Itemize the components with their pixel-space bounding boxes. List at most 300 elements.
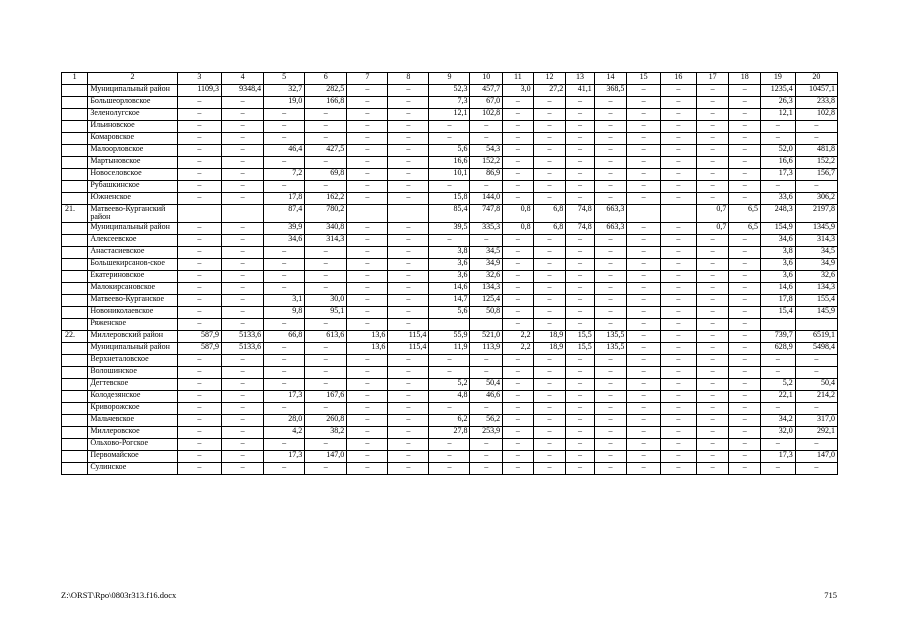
value-cell: – [627,402,661,414]
value-cell: – [388,366,429,378]
territory-name-cell: Матвеево-Курганский район [88,205,177,223]
value-cell: – [503,462,534,474]
row-index-cell [62,390,88,402]
value-cell: – [696,258,729,270]
value-cell: – [470,234,503,246]
footer-file-path: Z:\ORST\Rpo\0803r313.f16.docx [61,590,177,600]
territory-name-cell: Мальчевское [88,414,177,426]
value-cell: – [222,450,264,462]
value-cell: – [347,294,388,306]
value-cell: – [347,414,388,426]
value-cell: 6,5 [729,222,761,234]
value-cell: – [347,318,388,330]
territory-name-cell: Малоорловское [88,145,177,157]
value-cell: 33,6 [761,193,796,205]
value-cell: 13,6 [347,330,388,342]
value-cell: – [305,354,347,366]
value-cell: 134,3 [470,282,503,294]
value-cell: 18,9 [533,330,566,342]
value-cell: 16,6 [761,157,796,169]
value-cell: – [388,390,429,402]
value-cell: – [177,378,221,390]
value-cell: – [566,282,594,294]
value-cell: – [177,306,221,318]
value-cell: – [177,258,221,270]
value-cell: – [177,318,221,330]
value-cell [470,318,503,330]
column-number-cell: 7 [347,73,388,85]
value-cell: – [177,234,221,246]
value-cell: – [761,121,796,133]
value-cell: – [661,145,697,157]
value-cell: 587,9 [177,342,221,354]
row-index-cell [62,234,88,246]
value-cell: – [729,390,761,402]
value-cell: 74,8 [566,222,594,234]
value-cell: – [222,354,264,366]
value-cell [388,205,429,223]
value-cell: 125,4 [470,294,503,306]
value-cell: – [470,402,503,414]
value-cell: 3,8 [429,246,470,258]
value-cell [429,318,470,330]
value-cell: 4,8 [429,390,470,402]
value-cell: – [729,426,761,438]
value-cell: – [795,354,837,366]
value-cell: – [661,169,697,181]
value-cell: 314,3 [795,234,837,246]
value-cell: – [566,450,594,462]
value-cell: 457,7 [470,85,503,97]
value-cell: – [429,181,470,193]
value-cell: – [503,426,534,438]
value-cell: – [594,234,627,246]
value-cell: – [594,306,627,318]
territory-name-cell: Зеленолугское [88,109,177,121]
value-cell: – [305,109,347,121]
value-cell: 34,9 [795,258,837,270]
value-cell: 306,2 [795,193,837,205]
value-cell: 7,2 [264,169,305,181]
value-cell: 5,2 [761,378,796,390]
value-cell: – [627,193,661,205]
value-cell: 41,1 [566,85,594,97]
value-cell: – [264,438,305,450]
value-cell: – [222,169,264,181]
value-cell: 10,1 [429,169,470,181]
value-cell: – [177,145,221,157]
value-cell: – [177,402,221,414]
value-cell: – [729,462,761,474]
value-cell: 427,5 [305,145,347,157]
value-cell: – [696,438,729,450]
value-cell: – [264,402,305,414]
row-index-cell [62,354,88,366]
value-cell: – [795,402,837,414]
table-row [62,294,838,306]
value-cell: – [429,450,470,462]
value-cell: – [696,342,729,354]
value-cell: – [594,121,627,133]
value-cell: – [627,109,661,121]
value-cell: – [264,270,305,282]
value-cell: – [594,145,627,157]
value-cell: – [696,402,729,414]
value-cell: – [503,414,534,426]
table-row [62,85,838,97]
value-cell: – [388,402,429,414]
value-cell: – [470,121,503,133]
value-cell: – [533,318,566,330]
column-number-cell: 12 [533,73,566,85]
value-cell: – [503,438,534,450]
value-cell: 292,1 [795,426,837,438]
row-index-cell [62,426,88,438]
territory-name-cell: Алексеевское [88,234,177,246]
value-cell: – [761,133,796,145]
value-cell: 9,8 [264,306,305,318]
value-cell: – [177,294,221,306]
value-cell: 147,0 [795,450,837,462]
value-cell: – [696,390,729,402]
value-cell: – [661,157,697,169]
row-index-cell [62,121,88,133]
value-cell: 15,8 [429,193,470,205]
value-cell: 3,0 [503,85,534,97]
value-cell: – [503,97,534,109]
value-cell: – [533,306,566,318]
value-cell: – [305,246,347,258]
value-cell: 17,3 [264,450,305,462]
territory-name-cell: Колодезянское [88,390,177,402]
value-cell: – [661,342,697,354]
value-cell: – [661,97,697,109]
value-cell: 134,3 [795,282,837,294]
value-cell: – [503,318,534,330]
value-cell: – [305,157,347,169]
row-index-cell [62,414,88,426]
value-cell: – [594,390,627,402]
value-cell: – [696,294,729,306]
value-cell: 739,7 [761,330,796,342]
territory-name-cell: Миллеровский район [88,330,177,342]
territory-name-cell: Рубашкинское [88,181,177,193]
value-cell: – [305,366,347,378]
territory-name-cell: Большекирсанов-ское [88,258,177,270]
column-number-cell: 16 [661,73,697,85]
value-cell: 34,2 [761,414,796,426]
value-cell: – [347,145,388,157]
value-cell: – [388,109,429,121]
value-cell: – [222,438,264,450]
value-cell: – [503,121,534,133]
value-cell: – [661,414,697,426]
value-cell: – [761,462,796,474]
value-cell [661,205,697,223]
value-cell: 32,0 [761,426,796,438]
value-cell: 2,2 [503,330,534,342]
value-cell: – [566,97,594,109]
value-cell: – [795,462,837,474]
value-cell: – [222,294,264,306]
value-cell: – [305,133,347,145]
value-cell: – [696,318,729,330]
value-cell: – [594,157,627,169]
value-cell: – [222,97,264,109]
value-cell: – [533,121,566,133]
value-cell: 17,3 [761,169,796,181]
value-cell: – [566,157,594,169]
value-cell: 6,5 [729,205,761,223]
value-cell: – [627,121,661,133]
value-cell [627,205,661,223]
row-index-cell: 21. [62,205,88,223]
table-header-row [62,73,838,85]
value-cell: – [594,109,627,121]
territory-name-cell: Криворожское [88,402,177,414]
territory-name-cell: Ильиновское [88,121,177,133]
value-cell: 2197,8 [795,205,837,223]
row-index-cell [62,282,88,294]
value-cell: – [729,246,761,258]
value-cell: – [222,414,264,426]
value-cell: – [566,306,594,318]
value-cell: – [696,306,729,318]
value-cell: 34,9 [470,258,503,270]
value-cell: 19,0 [264,97,305,109]
value-cell: – [305,270,347,282]
value-cell: – [729,282,761,294]
value-cell: – [347,97,388,109]
value-cell: – [566,234,594,246]
column-number-cell: 19 [761,73,796,85]
table-row [62,222,838,234]
value-cell: 52,3 [429,85,470,97]
value-cell: – [533,270,566,282]
value-cell: – [177,462,221,474]
value-cell: 115,4 [388,342,429,354]
value-cell: 3,6 [761,258,796,270]
value-cell: 233,8 [795,97,837,109]
value-cell: 162,2 [305,193,347,205]
table-row [62,426,838,438]
column-number-cell: 6 [305,73,347,85]
value-cell: – [305,402,347,414]
value-cell: – [627,169,661,181]
value-cell: 154,9 [761,222,796,234]
value-cell: 3,6 [429,258,470,270]
value-cell: 144,0 [470,193,503,205]
value-cell: – [566,109,594,121]
value-cell [795,318,837,330]
value-cell: – [177,121,221,133]
value-cell: – [696,145,729,157]
column-number-cell: 10 [470,73,503,85]
value-cell: 12,1 [761,109,796,121]
value-cell: – [729,414,761,426]
value-cell: – [470,438,503,450]
value-cell: 34,6 [761,234,796,246]
value-cell: – [627,258,661,270]
value-cell: – [222,366,264,378]
value-cell: 166,8 [305,97,347,109]
value-cell: – [627,354,661,366]
value-cell: – [566,378,594,390]
value-cell: – [627,246,661,258]
row-index-cell [62,157,88,169]
value-cell: 5,6 [429,306,470,318]
value-cell: – [566,366,594,378]
value-cell: 1345,9 [795,222,837,234]
row-index-cell [62,193,88,205]
value-cell: 27,8 [429,426,470,438]
territory-name-cell: Верхнеталовское [88,354,177,366]
value-cell: – [177,354,221,366]
value-cell: 15,5 [566,330,594,342]
value-cell: – [696,169,729,181]
value-cell: 34,5 [795,246,837,258]
territory-name-cell: Малокирсановское [88,282,177,294]
value-cell: 34,6 [264,234,305,246]
value-cell: – [388,354,429,366]
value-cell: – [761,354,796,366]
value-cell: – [429,121,470,133]
value-cell: – [594,366,627,378]
value-cell: 3,6 [429,270,470,282]
value-cell: – [594,462,627,474]
value-cell: 17,8 [761,294,796,306]
value-cell: 11,9 [429,342,470,354]
value-cell: – [795,438,837,450]
value-cell: – [696,450,729,462]
row-index-cell [62,462,88,474]
value-cell: 102,8 [470,109,503,121]
value-cell: – [305,318,347,330]
table-row [62,366,838,378]
value-cell: – [429,462,470,474]
value-cell: 28,0 [264,414,305,426]
value-cell: – [661,109,697,121]
value-cell: – [729,330,761,342]
row-index-cell [62,318,88,330]
value-cell: – [729,97,761,109]
value-cell: – [729,258,761,270]
value-cell: 30,0 [305,294,347,306]
value-cell: – [533,402,566,414]
value-cell: – [533,294,566,306]
table-row [62,414,838,426]
value-cell: 587,9 [177,330,221,342]
value-cell: – [222,402,264,414]
value-cell: – [347,450,388,462]
value-cell: – [305,462,347,474]
value-cell: – [594,270,627,282]
value-cell: – [594,438,627,450]
value-cell: – [264,157,305,169]
value-cell: – [627,294,661,306]
row-index-cell [62,109,88,121]
row-index-cell [62,294,88,306]
value-cell: – [264,133,305,145]
value-cell: – [264,246,305,258]
value-cell: – [305,342,347,354]
value-cell: – [429,133,470,145]
value-cell: – [533,462,566,474]
value-cell: 481,8 [795,145,837,157]
value-cell: – [627,330,661,342]
table-row [62,193,838,205]
value-cell: 54,3 [470,145,503,157]
value-cell: – [533,426,566,438]
value-cell: – [533,378,566,390]
value-cell: 86,9 [470,169,503,181]
territory-name-cell: Анастасиевское [88,246,177,258]
value-cell: – [347,258,388,270]
value-cell: 5498,4 [795,342,837,354]
value-cell: – [594,133,627,145]
value-cell: – [503,181,534,193]
row-index-cell [62,450,88,462]
value-cell [761,318,796,330]
value-cell: – [347,234,388,246]
value-cell: – [729,366,761,378]
value-cell: – [795,181,837,193]
value-cell: 102,8 [795,109,837,121]
value-cell: 156,7 [795,169,837,181]
value-cell: – [264,342,305,354]
row-index-cell [62,222,88,234]
value-cell: – [566,169,594,181]
table-row [62,157,838,169]
value-cell: – [627,462,661,474]
value-cell: – [264,121,305,133]
value-cell: 66,8 [264,330,305,342]
value-cell: 6,2 [429,414,470,426]
value-cell: – [388,234,429,246]
value-cell: 38,2 [305,426,347,438]
value-cell: – [729,294,761,306]
value-cell: – [222,109,264,121]
value-cell: – [533,234,566,246]
value-cell: – [594,282,627,294]
value-cell: – [347,390,388,402]
value-cell: – [222,157,264,169]
value-cell: – [661,378,697,390]
value-cell: – [696,109,729,121]
value-cell: – [729,354,761,366]
value-cell: – [661,121,697,133]
value-cell: – [503,133,534,145]
row-index-cell [62,402,88,414]
value-cell: – [566,258,594,270]
value-cell: – [503,258,534,270]
value-cell: – [696,121,729,133]
row-index-cell [62,438,88,450]
value-cell: – [661,222,697,234]
row-index-cell [62,85,88,97]
value-cell: 6519,1 [795,330,837,342]
value-cell: – [305,258,347,270]
value-cell: – [661,318,697,330]
value-cell: – [566,246,594,258]
table-row [62,318,838,330]
value-cell: 317,0 [795,414,837,426]
value-cell: 1109,3 [177,85,221,97]
value-cell: – [347,438,388,450]
value-cell [177,205,221,223]
value-cell [222,205,264,223]
value-cell: 55,9 [429,330,470,342]
